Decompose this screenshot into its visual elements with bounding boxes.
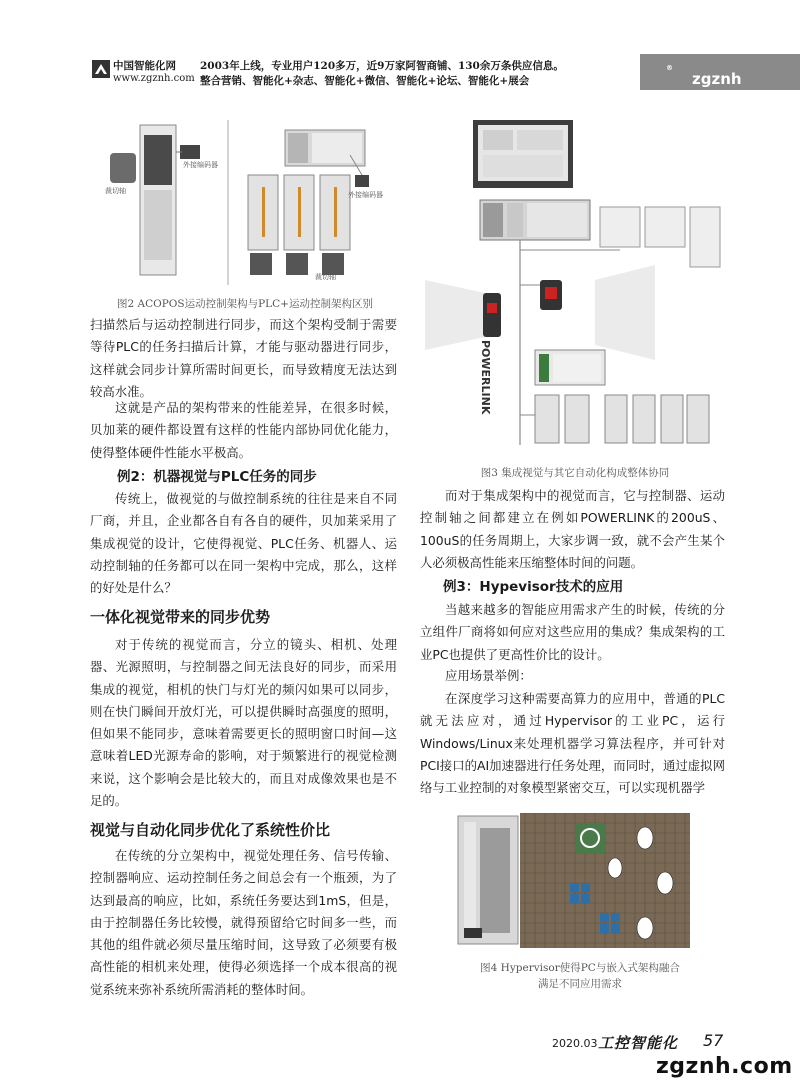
site-name: 中国智能化网 [113, 60, 176, 72]
figure-2-encoder-label-b: 外接编码器 [348, 191, 383, 199]
brand-mark: ® [666, 64, 673, 72]
footer-magazine-name: 工控智能化 [598, 1034, 679, 1052]
figure-4-caption-line-1: 图4 Hypervisor使得PC与嵌入式架构融合 [480, 962, 680, 974]
figure-2-image [100, 115, 400, 290]
heading-sync-advantage: 一体化视觉带来的同步优势 [90, 608, 271, 626]
footer-watermark-url: zgznh.com [656, 1054, 793, 1079]
figure-2-caption: 图2 ACOPOS运动控制架构与PLC+运动控制架构区别 [117, 298, 373, 310]
figure-2-axis-label-b: 裁切轴 [315, 273, 336, 281]
heading-system-value: 视觉与自动化同步优化了系统性价比 [90, 821, 331, 839]
right-paragraph-1: 而对于集成架构中的视觉而言，它与控制器、运动控制轴之间都建立在例如POWERLINK的200uS、100uS的任务周期上，大家步调一致，就不会产生某个人必须极高性能来压缩整体时间的问题。 [420, 488, 725, 570]
footer-issue-date: 2020.03 [552, 1037, 598, 1050]
left-paragraph-3: 传统上，做视觉的与做控制系统的往往是来自不同厂商，并且，企业都各自有各自的硬件，贝加莱采用了集成视觉的设计，它使得视觉、PLC任务、机器人、运动控制轴的任务都可以在同一架构中完成，那么，这样的好处是什么？ [90, 491, 397, 596]
figure-3-powerlink-label: POWERLINK [479, 340, 492, 415]
left-paragraph-5: 在传统的分立架构中，视觉处理任务、信号传输、控制器响应、运动控制任务之间总会有一个瓶颈，为了达到最高的响应，比如，系统任务要达到1mS，但是，由于控制器任务比较慢，就得预留给它时间多一些，而其他的组件就必须尽量压缩时间，这导致了必须要有极高性能的相机来处理，使得必须选择一个成本很高的视觉系统来弥补系统所需消耗的整体时间。 [90, 848, 397, 997]
right-paragraph-4: 在深度学习这种需要高算力的应用中，普通的PLC就无法应对，通过Hypervisor的工业PC，运行Windows/Linux来处理机器学习算法程序，并可针对PCI接口的AI加速器进行任务处理，而同时，通过虚拟网络与工业控制的对象模型紧密交互，可以实现机器学 [420, 691, 725, 796]
header-tagline-2: 整合营销、智能化+杂志、智能化+微信、智能化+论坛、智能化+展会 [200, 75, 530, 87]
left-paragraph-4: 对于传统的视觉而言，分立的镜头、相机、处理器、光源照明，与控制器之间无法良好的同步，而采用集成的视觉，相机的快门与灯光的频闪如果可以同步，则在快门瞬间开放灯光，可以提供瞬时高强度的照明，但如果不能同步，意味着需要更长的照明窗口时间—这意味着LED光源寿命的影响，对于频繁进行的视觉检测来说，这个影响会是比较大的，而且对成像效果也是不足的。 [90, 637, 397, 809]
footer-page-number: 57 [703, 1031, 724, 1050]
figure-2-encoder-label-a: 外接编码器 [183, 161, 218, 169]
heading-example-3: 例3：Hypevisor技术的应用 [443, 579, 624, 595]
left-paragraph-2: 这就是产品的架构带来的性能差异，在很多时候，贝加莱的硬件都设置有这样的性能内部协同优化能力，使得整体硬件性能水平极高。 [90, 400, 397, 460]
site-logo-icon [92, 60, 110, 78]
figure-3-caption: 图3 集成视觉与其它自动化构成整体协同 [480, 467, 670, 479]
figure-3-image [425, 115, 725, 460]
brand-name: zgznh [692, 70, 742, 88]
brand-badge [640, 54, 800, 90]
right-paragraph-3: 应用场景举例： [445, 668, 532, 683]
left-paragraph-1: 扫描然后与运动控制进行同步，而这个架构受制于需要等待PLC的任务扫描后计算，才能与驱动器进行同步，这样就会同步计算所需时间更长，而导致精度无法达到较高水准。 [90, 317, 397, 399]
figure-4-image [450, 808, 710, 953]
heading-example-2: 例2：机器视觉与PLC任务的同步 [117, 469, 317, 485]
page-header [0, 0, 800, 100]
figure-4-caption-line-2: 满足不同应用需求 [538, 978, 622, 990]
figure-2-axis-label-a: 裁切轴 [105, 187, 126, 195]
site-url[interactable]: www.zgznh.com [113, 73, 195, 84]
header-tagline-1: 2003年上线，专业用户120多万，近9万家阿智商铺、130余万条供应信息。 [200, 60, 564, 72]
right-paragraph-2: 当越来越多的智能应用需求产生的时候，传统的分立组件厂商将如何应对这些应用的集成？集成架构的工业PC也提供了更高性价比的设计。 [420, 602, 725, 662]
